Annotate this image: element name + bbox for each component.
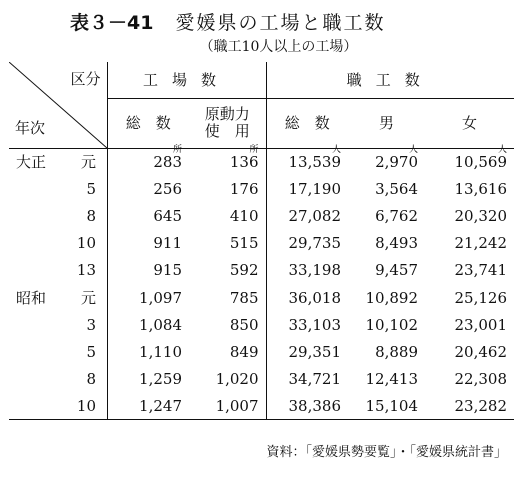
cell-female — [425, 230, 514, 257]
cell-workers — [266, 257, 348, 284]
value-female: 23,282 — [454, 397, 508, 416]
cell-female — [425, 144, 514, 175]
cell-powered — [189, 202, 266, 229]
value-powered: 515 — [229, 234, 259, 253]
value-factories: 1,247 — [139, 397, 182, 416]
corner-header — [9, 62, 107, 148]
source-note: 資料：「愛媛県勢要覧」・「愛媛県統計書」 — [266, 445, 507, 460]
cell-workers — [266, 202, 348, 229]
value-workers: 29,351 — [288, 342, 342, 361]
col-header-male: 男 — [348, 98, 425, 148]
table-row — [9, 366, 514, 393]
year-label: 13 — [76, 261, 96, 280]
cell-factories — [107, 144, 189, 175]
col-header-powered — [189, 98, 266, 148]
cell-factories — [107, 393, 189, 420]
col-header-total-workers: 総 数 — [266, 98, 348, 148]
corner-category-label: 区分 — [70, 70, 101, 88]
year-label: 5 — [86, 179, 96, 198]
value-factories: 256 — [153, 179, 182, 198]
cell-female — [425, 175, 514, 202]
value-factories: 1,097 — [139, 288, 182, 307]
value-female: 20,462 — [454, 342, 508, 361]
value-workers: 38,386 — [288, 397, 342, 416]
table-row — [9, 311, 514, 338]
year-cell — [9, 393, 107, 420]
value-workers: 33,198 — [288, 261, 342, 280]
table-title — [70, 8, 385, 34]
cell-female — [425, 311, 514, 338]
year-cell — [9, 338, 107, 365]
value-workers: 13,539 — [288, 152, 342, 171]
era-label: 昭和 — [16, 289, 47, 308]
col-header-female: 女 — [425, 98, 514, 148]
value-powered: 850 — [229, 315, 259, 334]
cell-male — [348, 311, 425, 338]
cell-powered — [189, 338, 266, 365]
unit-label-male: 人 — [409, 144, 419, 155]
cell-factories — [107, 284, 189, 311]
value-male: 6,762 — [375, 206, 419, 225]
year-label: 8 — [86, 206, 96, 225]
year-cell — [9, 257, 107, 284]
cell-powered — [189, 144, 266, 175]
value-powered: 136 — [229, 152, 259, 171]
cell-factories — [107, 230, 189, 257]
value-workers: 29,735 — [288, 234, 342, 253]
cell-female — [425, 366, 514, 393]
year-cell — [9, 284, 107, 311]
cell-factories — [107, 366, 189, 393]
table-number: 表３－41 — [70, 12, 154, 34]
year-label: 10 — [76, 234, 96, 253]
value-factories: 645 — [153, 206, 182, 225]
cell-female — [425, 202, 514, 229]
unit-label-factories: 所 — [172, 144, 182, 155]
cell-male — [348, 393, 425, 420]
cell-workers — [266, 144, 348, 175]
unit-label-powered: 所 — [249, 144, 259, 155]
value-female: 20,320 — [454, 206, 508, 225]
table-row — [9, 284, 514, 311]
statistics-table — [9, 62, 514, 420]
value-male: 8,889 — [375, 342, 419, 361]
cell-female — [425, 393, 514, 420]
cell-workers — [266, 338, 348, 365]
value-powered: 849 — [229, 342, 259, 361]
value-female: 23,001 — [454, 315, 508, 334]
cell-factories — [107, 175, 189, 202]
cell-factories — [107, 338, 189, 365]
value-powered: 176 — [229, 179, 259, 198]
cell-male — [348, 175, 425, 202]
cell-female — [425, 284, 514, 311]
value-male: 12,413 — [365, 370, 419, 389]
value-workers: 17,190 — [288, 179, 342, 198]
cell-workers — [266, 366, 348, 393]
table-row — [9, 338, 514, 365]
cell-female — [425, 257, 514, 284]
cell-factories — [107, 257, 189, 284]
value-powered: 592 — [229, 261, 259, 280]
cell-female — [425, 338, 514, 365]
cell-male — [348, 284, 425, 311]
value-workers: 33,103 — [288, 315, 342, 334]
corner-year-label: 年次 — [15, 118, 46, 137]
value-female: 10,569 — [454, 152, 508, 171]
year-label: 3 — [86, 315, 96, 334]
year-cell — [9, 311, 107, 338]
year-cell — [9, 366, 107, 393]
value-factories: 1,084 — [139, 315, 182, 334]
cell-male — [348, 338, 425, 365]
value-factories: 1,110 — [139, 342, 182, 361]
col-header-total-factories: 総 数 — [107, 98, 189, 148]
year-cell — [9, 230, 107, 257]
cell-male — [348, 257, 425, 284]
cell-powered — [189, 230, 266, 257]
year-label: 10 — [76, 397, 96, 416]
cell-male — [348, 366, 425, 393]
cell-factories — [107, 311, 189, 338]
value-factories: 283 — [153, 152, 182, 171]
table-row — [9, 393, 514, 420]
year-label: 元 — [80, 289, 96, 308]
cell-male — [348, 230, 425, 257]
value-female: 22,308 — [454, 370, 508, 389]
value-factories: 915 — [153, 261, 182, 280]
table-row — [9, 230, 514, 257]
value-male: 2,970 — [375, 152, 419, 171]
cell-powered — [189, 284, 266, 311]
value-workers: 27,082 — [288, 206, 342, 225]
value-factories: 1,259 — [139, 370, 182, 389]
col-header-powered-line1: 原動力 — [204, 105, 250, 123]
group-header-workers: 職工数 — [266, 62, 514, 98]
value-female: 23,741 — [454, 261, 508, 280]
year-label: 5 — [86, 342, 96, 361]
value-female: 13,616 — [454, 179, 508, 198]
cell-powered — [189, 366, 266, 393]
cell-workers — [266, 175, 348, 202]
value-workers: 34,721 — [288, 370, 342, 389]
value-powered: 1,020 — [215, 370, 259, 389]
unit-label-female: 人 — [498, 144, 508, 155]
value-male: 10,892 — [365, 288, 419, 307]
cell-workers — [266, 311, 348, 338]
table-row — [9, 175, 514, 202]
value-female: 21,242 — [454, 234, 508, 253]
unit-label-workers: 人 — [332, 144, 342, 155]
table-title-text: 愛媛県の工場と職工数 — [175, 12, 386, 34]
cell-male — [348, 144, 425, 175]
value-male: 9,457 — [375, 261, 419, 280]
value-workers: 36,018 — [288, 288, 342, 307]
cell-powered — [189, 257, 266, 284]
year-cell — [9, 202, 107, 229]
era-label: 大正 — [16, 153, 47, 172]
table-subtitle: （職工10人以上の工場） — [199, 39, 358, 55]
year-label: 元 — [80, 153, 96, 172]
cell-powered — [189, 311, 266, 338]
col-header-powered-line2: 使 用 — [204, 122, 250, 140]
cell-workers — [266, 230, 348, 257]
value-male: 8,493 — [375, 234, 419, 253]
cell-powered — [189, 175, 266, 202]
cell-factories — [107, 202, 189, 229]
value-male: 3,564 — [375, 179, 419, 198]
value-powered: 1,007 — [215, 397, 259, 416]
table-row — [9, 257, 514, 284]
cell-powered — [189, 393, 266, 420]
value-female: 25,126 — [454, 288, 508, 307]
value-male: 10,102 — [365, 315, 419, 334]
cell-workers — [266, 393, 348, 420]
cell-workers — [266, 284, 348, 311]
year-cell — [9, 148, 107, 175]
table-row — [9, 148, 514, 175]
cell-male — [348, 202, 425, 229]
value-powered: 410 — [229, 206, 259, 225]
table-row — [9, 202, 514, 229]
value-powered: 785 — [229, 288, 259, 307]
year-label: 8 — [86, 370, 96, 389]
year-cell — [9, 175, 107, 202]
value-male: 15,104 — [365, 397, 419, 416]
group-header-factories: 工場数 — [107, 62, 266, 98]
value-factories: 911 — [153, 234, 182, 253]
